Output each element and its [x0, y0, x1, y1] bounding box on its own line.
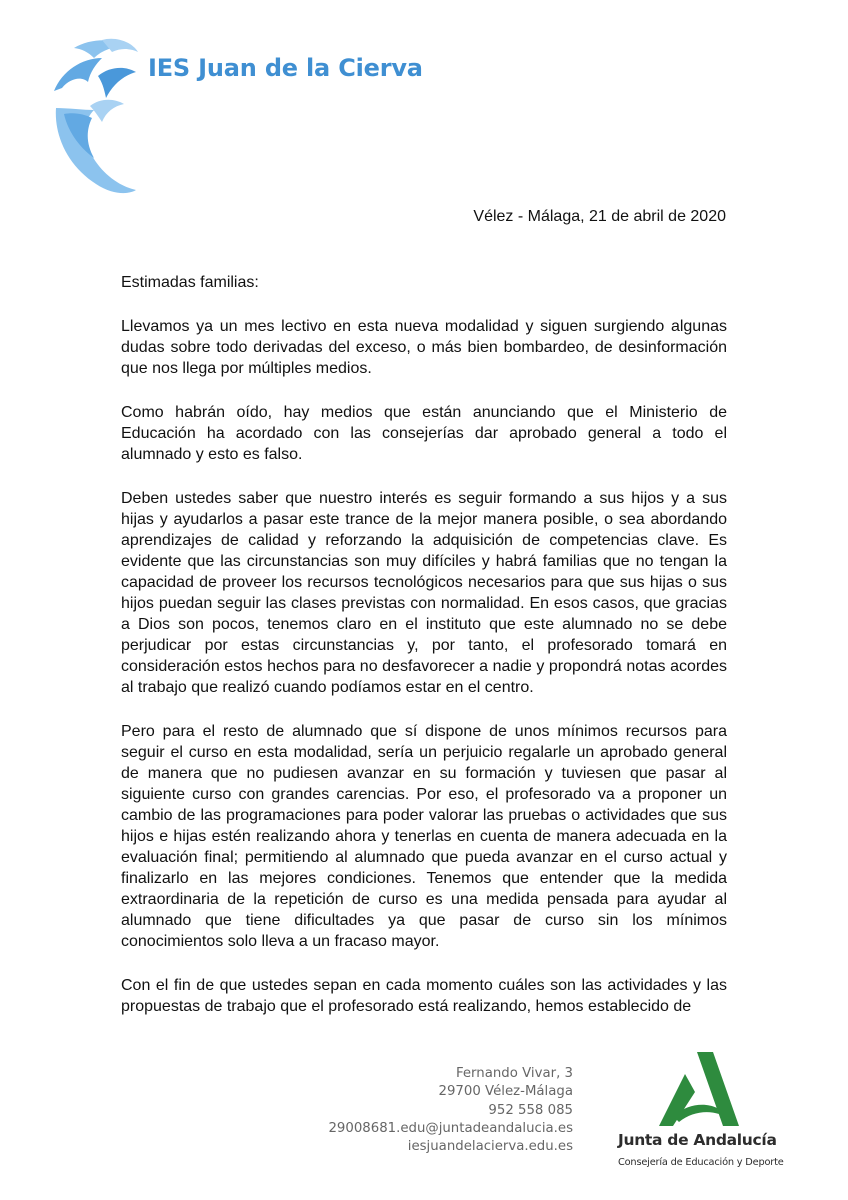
letter-paragraph: Deben ustedes saber que nuestro interés es seguir formando a sus hijos y a sus hijas y ayudarlos a pasar este trance de la mejor manera posible, o sea abordando aprendizajes de calidad y reforzando la adquisición de competencias clave. Es evidente que las circunstancias son muy difíciles y habrá familias que no tengan la capacidad de proveer los recursos tecnológicos necesarios para que sus hijas o sus hijos puedan seguir las clases previstas con normalidad. En esos casos, que gracias a Dios son pocos, tenemos claro en el instituto que este alumnado no se debe perjudicar por estas circunstancias y, por tanto, el profesorado tomará en consideración estos hechos para no desfavorecer a nadie y propondrá notas acordes al trabajo que realizó cuando podíamos estar en el centro. — [121, 490, 727, 696]
junta-emblem-icon — [655, 1052, 739, 1130]
phone-number: 952 558 085 — [488, 1102, 573, 1118]
letter-body — [121, 272, 727, 1017]
letter-greeting: Estimadas familias: — [121, 274, 259, 291]
letter-paragraph: Con el fin de que ustedes sepan en cada momento cuáles son las actividades y las propuestas de trabajo que el profesorado está realizando, hemos establecido de — [121, 977, 727, 1015]
junta-name: Junta de Andalucía — [618, 1131, 777, 1149]
email-link[interactable]: 29008681.edu@juntadeandalucia.es — [328, 1120, 573, 1136]
address-street: Fernando Vivar, 3 — [455, 1066, 573, 1081]
letter-paragraph: Llevamos ya un mes lectivo en esta nueva modalidad y siguen surgiendo algunas dudas sobre todo derivadas del exceso, o más bien bombardeo, de desinformación que nos llega por múltiples medios. — [121, 318, 727, 377]
contact-block — [328, 1065, 573, 1156]
letter-paragraph: Como habrán oído, hay medios que están anunciando que el Ministerio de Educación ha acordado con las consejerías dar aprobado general a todo el alumnado y esto es falso. — [121, 404, 727, 463]
school-name: IES Juan de la Cierva — [148, 54, 423, 82]
address-city: 29700 Vélez-Málaga — [438, 1084, 573, 1100]
letter-date: Vélez - Málaga, 21 de abril de 2020 — [473, 208, 726, 225]
letter-paragraph: Pero para el resto de alumnado que sí dispone de unos mínimos recursos para seguir el curso en esta modalidad, sería un perjuicio regalarle un aprobado general de manera que no pudiesen avanzar en su formación y tuviesen que pasar al siguiente curso con grandes carencias. Por eso, el profesorado va a proponer un cambio de las programaciones para poder valorar las pruebas o actividades que sus hijos e hijas estén realizando ahora y tenerlas en cuenta de manera adecuada en la evaluación final; permitiendo al alumnado que pueda avanzar en el curso actual y finalizarlo en las mejores condiciones. Tenemos que entender que la medida extraordinaria de la repetición de curso es una medida pensada para ayudar al alumnado que tiene dificultades ya que pasar de curso sin los mínimos conocimientos solo lleva a un fracaso mayor. — [121, 723, 727, 950]
school-logo-icon — [44, 36, 144, 198]
website-link[interactable]: iesjuandelacierva.edu.es — [407, 1139, 573, 1155]
junta-department: Consejería de Educación y Deporte — [618, 1157, 784, 1168]
